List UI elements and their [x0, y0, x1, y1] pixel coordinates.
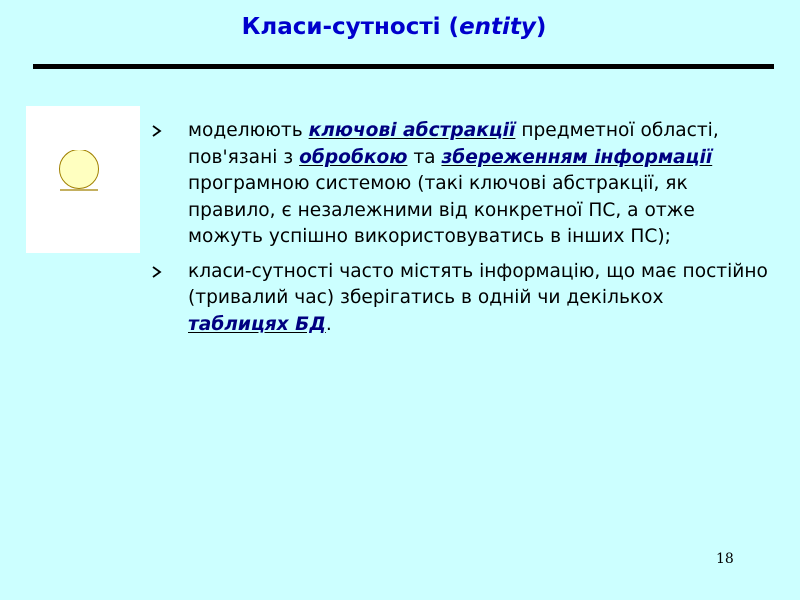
bullet-text: предметної області, пов'язані з [188, 120, 719, 168]
bullet-text: класи-сутності часто містять інформацію, що має постійно (тривалий час) зберігатись в одній чи декількох [188, 260, 768, 308]
keyword: ключові абстракції [308, 120, 516, 141]
page-number: 18 [716, 551, 734, 567]
arrowhead-bullet-icon [150, 118, 164, 144]
entity-panel [26, 106, 140, 253]
title-main: Класи-сутності ( [241, 14, 460, 40]
arrowhead-bullet-icon [150, 259, 164, 285]
title-rule [33, 64, 774, 69]
bullet-item [148, 118, 768, 251]
bullet-text: моделюють [188, 120, 309, 141]
slide-title [0, 14, 788, 40]
keyword: обробкою [299, 146, 408, 168]
bullet-list [148, 118, 768, 338]
title-italic: entity [459, 14, 536, 40]
bullet-text: . [325, 313, 332, 335]
entity-class-icon [58, 150, 100, 192]
bullet-text: програмною системою (такі ключові абстракції, як правило, є незалежними від конкретної ПС, а отже можуть успішно використовуватись в інших ПС); [188, 173, 695, 247]
bullet-item [148, 259, 768, 339]
bullet-text: та [407, 146, 442, 168]
keyword: збереженням інформації [441, 146, 713, 168]
keyword: таблицях БД [188, 313, 326, 335]
title-close: ) [535, 14, 547, 40]
